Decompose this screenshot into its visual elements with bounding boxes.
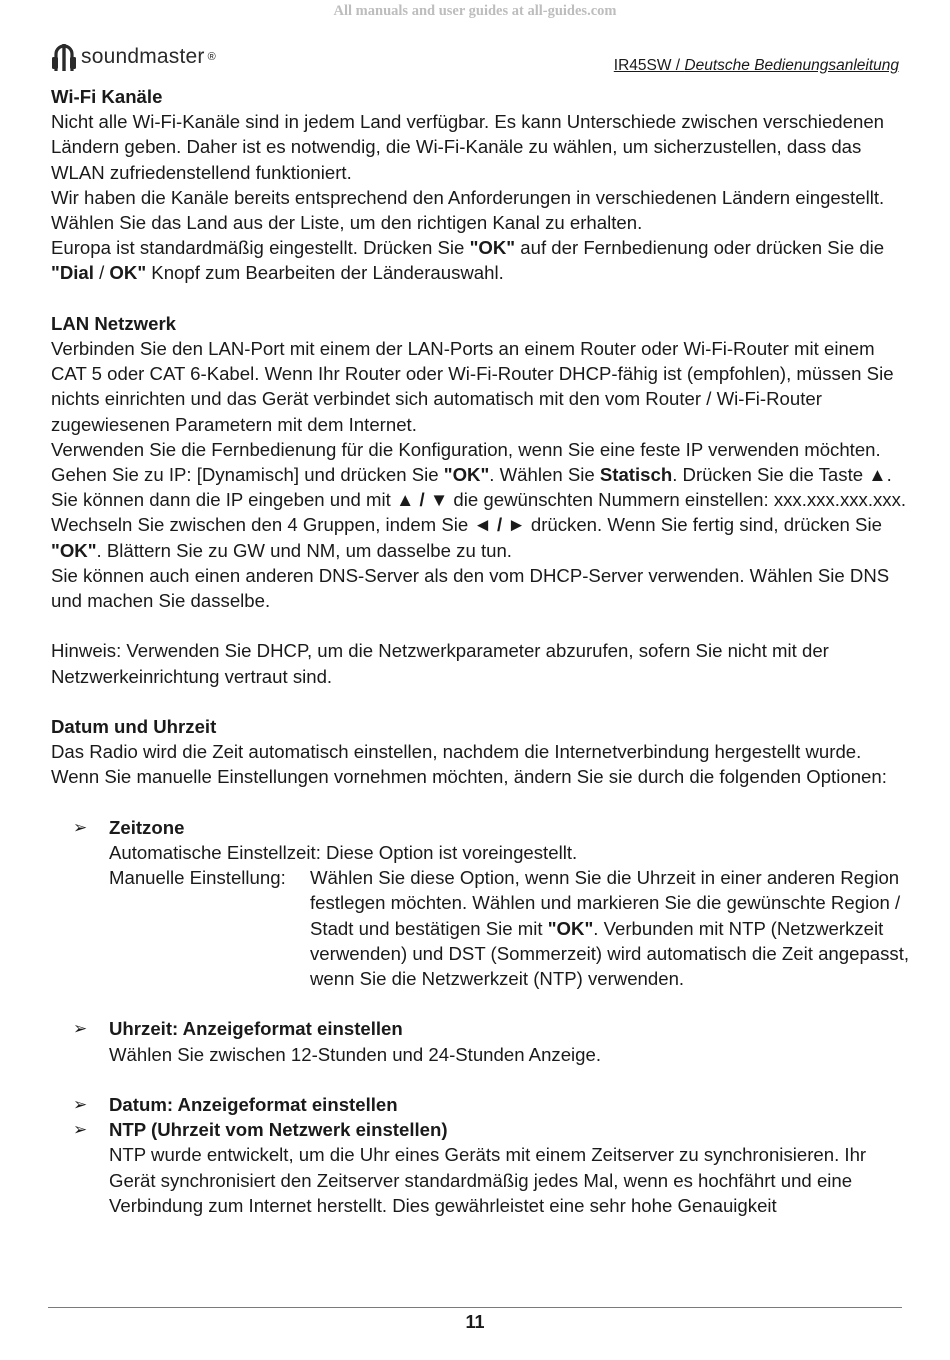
document-title (614, 57, 899, 75)
text-run: . Verbunden mit NTP (Netzwerkzeit verwenden) und DST (Sommerzeit) wird automatisch die Zeit angepasst, wenn Sie die Netzwerkzeit (NTP) verwenden. (310, 917, 910, 990)
ntp-text: NTP wurde entwickelt, um die Uhr eines Geräts mit einem Zeitserver zu synchronisieren. Ihr Gerät synchronisiert den Zeitserver standardmäßig jedes Mal, wenn es hochfährt und eine Verbindung zum Internet herstellt. Dies gewährleistet eine sehr hohe Genauigkeit (109, 1144, 867, 1216)
arrow-bullet-icon: ➢ (73, 1019, 88, 1039)
text-run: auf der Fernbedienung oder drücken Sie die (515, 237, 885, 259)
zeitzone-manual (109, 865, 911, 991)
lan-paragraph-3: Sie können auch einen anderen DNS-Server als den vom DHCP-Server verwenden. Wählen Sie DNS und machen Sie dasselbe. (51, 564, 890, 612)
datetime-intro: Das Radio wird die Zeit automatisch einstellen, nachdem die Internetverbindung hergestellt wurde. Wenn Sie manuelle Einstellungen vornehmen möchten, ändern Sie sie durch die folgenden Optionen: (51, 741, 887, 788)
registered-mark: ® (207, 51, 216, 63)
page-content (51, 84, 911, 1218)
manual-description (310, 865, 911, 991)
footer-divider (48, 1307, 902, 1308)
text-run: drücken. Wenn Sie fertig sind, drücken Sie (525, 514, 882, 536)
uhrzeit-text: Wählen Sie zwischen 12-Stunden und 24-Stunden Anzeige. (109, 1043, 602, 1065)
page-number: 11 (465, 1312, 485, 1332)
heading-lan: LAN Netzwerk (51, 312, 177, 334)
logo-wordmark: soundmaster (81, 45, 205, 68)
uhrzeit-title: Uhrzeit: Anzeigeformat einstellen (109, 1018, 403, 1040)
title-separator: / (671, 57, 685, 74)
ok-key-label: "OK" (547, 917, 594, 939)
up-down-keys: ▲ / ▼ (395, 489, 449, 511)
heading-datetime: Datum und Uhrzeit (51, 716, 217, 738)
text-run: Verwenden Sie die Fernbedienung für die Konfiguration, wenn Sie eine feste IP verwenden möchten. Gehen Sie zu IP: [Dynamisch] und drücken Sie (51, 438, 881, 486)
left-right-keys: ◄ / ► (473, 514, 526, 536)
ok-key-label: "OK" (469, 237, 516, 259)
zeitzone-title: Zeitzone (109, 816, 185, 838)
ntp-title: NTP (Uhrzeit vom Netzwerk einstellen) (109, 1119, 448, 1141)
model-name: IR45SW (613, 57, 672, 74)
zeitzone-auto: Automatische Einstellzeit: Diese Option ist voreingestellt. (109, 842, 578, 864)
text-run: / (93, 262, 110, 284)
heading-wifi: Wi-Fi Kanäle (51, 86, 163, 107)
text-run: . Blättern Sie zu GW und NM, um dasselbe zu tun. (96, 539, 512, 561)
list-item-datum (51, 1092, 911, 1117)
arrow-bullet-icon: ➢ (73, 1095, 88, 1115)
text-run: Europa ist standardmäßig eingestellt. Drücken Sie (51, 237, 470, 259)
wifi-paragraph-3 (51, 235, 911, 285)
manual-subtitle: Deutsche Bedienungsanleitung (684, 57, 899, 74)
manual-label: Manuelle Einstellung: (109, 867, 286, 889)
ok-key-label: OK" (109, 262, 147, 284)
text-run: Wählen Sie diese Option, wenn Sie die Uhrzeit in einer anderen Region festlegen möchten. Wählen und markieren Sie die gewünschte Region / Stadt und bestätigen Sie mit (310, 867, 901, 939)
lan-paragraph-2 (51, 437, 911, 563)
arrow-bullet-icon: ➢ (73, 1120, 88, 1140)
dial-key-label: "Dial (51, 262, 94, 284)
ok-key-label: "OK" (51, 539, 97, 561)
soundmaster-logo-icon (50, 41, 78, 73)
brand-logo (50, 40, 216, 74)
wifi-paragraph-2: Wir haben die Kanäle bereits entsprechend den Anforderungen in verschiedenen Ländern eingestellt. Wählen Sie das Land aus der Liste, um den richtigen Kanal zu erhalten. (51, 186, 885, 234)
ok-key-label: "OK" (443, 464, 490, 486)
arrow-bullet-icon: ➢ (73, 817, 88, 837)
lan-note: Hinweis: Verwenden Sie DHCP, um die Netzwerkparameter abzurufen, sofern Sie nicht mit der Netzwerkeinrichtung vertraut sind. (51, 640, 829, 687)
wifi-paragraph-1: Nicht alle Wi-Fi-Kanäle sind in jedem Land verfügbar. Es kann Unterschiede zwischen verschiedenen Ländern geben. Daher ist es notwendig, die Wi-Fi-Kanäle zu wählen, um sicherzustellen, dass das WLAN zufriedenstellend funktioniert. (51, 111, 885, 183)
text-run: . Wählen Sie (489, 464, 600, 486)
text-run: Knopf zum Bearbeiten der Länderauswahl. (146, 262, 504, 284)
list-item-uhrzeit (51, 1016, 911, 1066)
datum-title: Datum: Anzeigeformat einstellen (109, 1094, 398, 1116)
text-run: . Drücken Sie die Taste ▲. Sie können dann die IP eingeben und mit (51, 464, 892, 511)
list-item-zeitzone (51, 815, 911, 991)
statisch-label: Statisch (599, 464, 673, 486)
watermark: All manuals and user guides at all-guides.com (333, 3, 617, 19)
lan-paragraph-1: Verbinden Sie den LAN-Port mit einem der LAN-Ports an einem Router oder Wi-Fi-Router mit einem CAT 5 oder CAT 6-Kabel. Wenn Ihr Router oder Wi-Fi-Router DHCP-fähig ist (empfohlen), müssen Sie nichts einrichten und das Gerät verbindet sich automatisch mit den vom Router / Wi-Fi-Router zugewiesenen Parametern mit dem Internet. (51, 338, 894, 435)
list-item-ntp (51, 1117, 911, 1218)
text-run: die gewünschten Nummern einstellen: xxx.xxx.xxx.xxx. Wechseln Sie zwischen den 4 Gruppen, indem Sie (51, 489, 907, 536)
